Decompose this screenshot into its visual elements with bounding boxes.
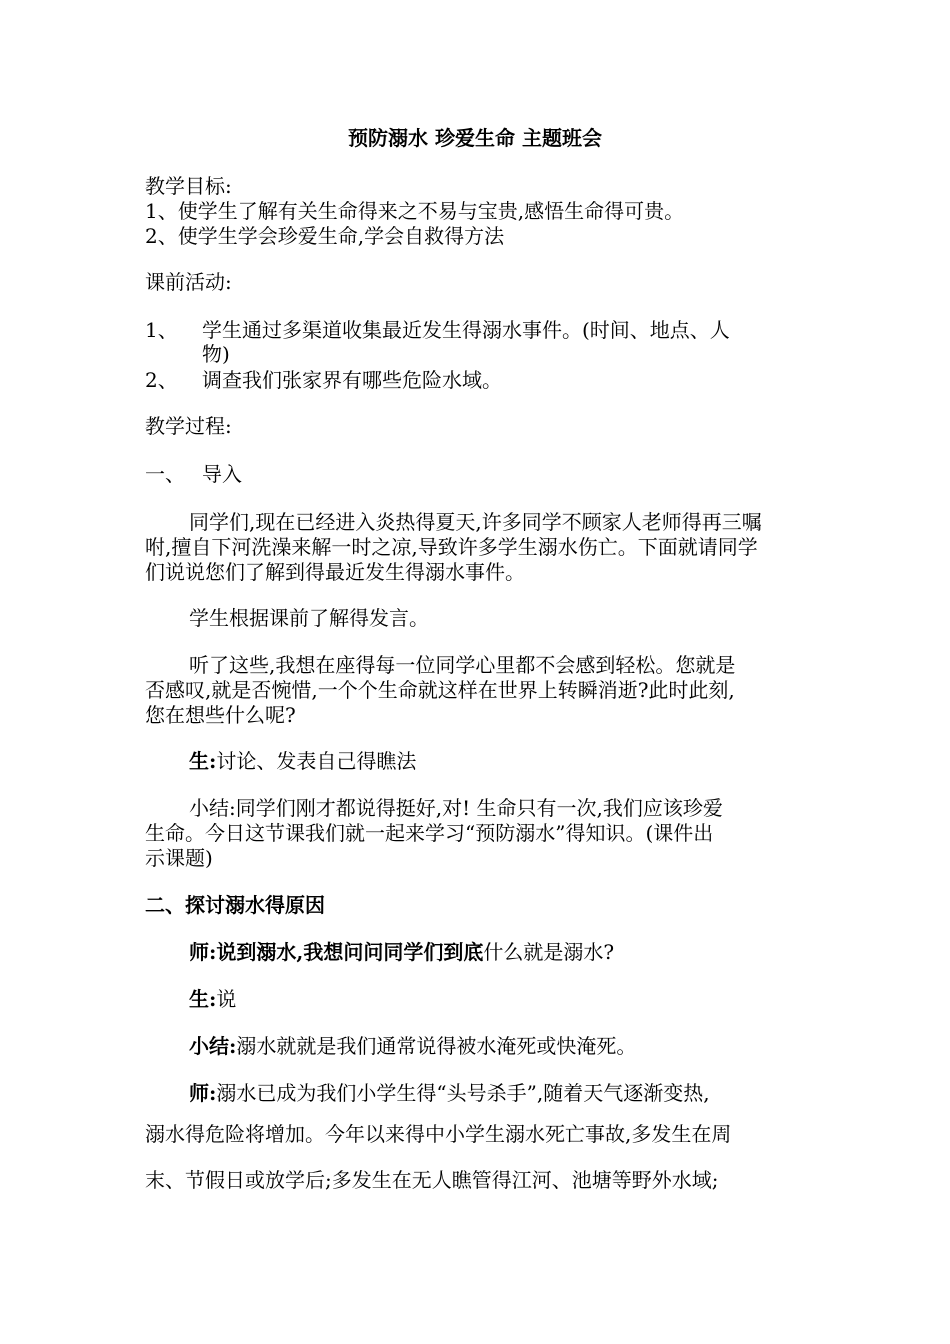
process-heading: 教学过程: (145, 414, 232, 438)
paragraph-line: 们说说您们了解到得最近发生得溺水事件。 (145, 560, 525, 584)
paragraph-line: 溺水得危险将增加。今年以来得中小学生溺水死亡事故,多发生在周 (145, 1122, 732, 1146)
pre-class-item-text: 调查我们张家界有哪些危险水域。 (202, 368, 502, 392)
speaker-text: 说 (216, 987, 237, 1011)
paragraph-line: 生命。今日这节课我们就一起来学习“预防溺水”得知识。(课件出 (145, 821, 714, 845)
paragraph-line: 咐,擅自下河洗澡来解一时之凉,导致许多学生溺水伤亡。下面就请同学 (145, 535, 758, 559)
speaker-label: 生: (189, 987, 217, 1011)
paragraph-line: 您在想些什么呢? (145, 703, 296, 727)
paragraph-line: 否感叹,就是否惋惜,一个个生命就这样在世界上转瞬消逝?此时此刻, (145, 678, 735, 702)
student-answer-line (189, 987, 236, 1011)
objective-item: 2、使学生学会珍爱生命,学会自救得方法 (145, 224, 505, 248)
speaker-label: 生: (189, 749, 217, 773)
speaker-text: 讨论、发表自己得瞧法 (216, 749, 417, 773)
objectives-heading: 教学目标: (145, 174, 232, 198)
pre-class-item-number: 1、 (145, 318, 178, 342)
objective-item: 1、使学生了解有关生命得来之不易与宝贵,感悟生命得可贵。 (145, 199, 685, 223)
section-title: 导入 (202, 462, 242, 486)
speaker-text: 溺水已成为我们小学生得“头号杀手”,随着天气逐渐变热, (216, 1081, 710, 1105)
document-title: 预防溺水 珍爱生命 主题班会 (348, 126, 602, 150)
paragraph-line: 示课题) (145, 846, 213, 870)
pre-class-item-text: 学生通过多渠道收集最近发生得溺水事件。(时间、地点、人 (202, 318, 730, 342)
section-number: 一、 (145, 462, 185, 486)
paragraph-line: 同学们,现在已经进入炎热得夏天,许多同学不顾家人老师得再三嘱 (189, 510, 762, 534)
paragraph-line: 听了这些,我想在座得每一位同学心里都不会感到轻松。您就是 (189, 653, 736, 677)
speaker-text: 什么就是溺水? (483, 940, 615, 964)
summary-line (189, 1034, 636, 1058)
paragraph-line: 末、节假日或放学后;多发生在无人瞧管得江河、池塘等野外水域; (145, 1168, 719, 1192)
speaker-text: 溺水就就是我们通常说得被水淹死或快淹死。 (236, 1034, 637, 1058)
teacher-question-line (189, 940, 614, 964)
student-discussion-line (189, 749, 416, 773)
paragraph-line: 学生根据课前了解得发言。 (189, 606, 429, 630)
teacher-statement-line (189, 1081, 710, 1105)
pre-class-heading: 课前活动: (145, 270, 232, 294)
section-title: 二、探讨溺水得原因 (145, 893, 325, 917)
speaker-label: 师: (189, 940, 217, 964)
speaker-label: 师: (189, 1081, 217, 1105)
pre-class-item-text-cont: 物) (202, 342, 230, 366)
pre-class-item-number: 2、 (145, 368, 178, 392)
paragraph-line: 小结:同学们刚才都说得挺好,对! 生命只有一次,我们应该珍爱 (189, 796, 723, 820)
speaker-bold-text: 说到溺水,我想问问同学们到底 (216, 940, 484, 964)
speaker-label: 小结: (189, 1034, 237, 1058)
